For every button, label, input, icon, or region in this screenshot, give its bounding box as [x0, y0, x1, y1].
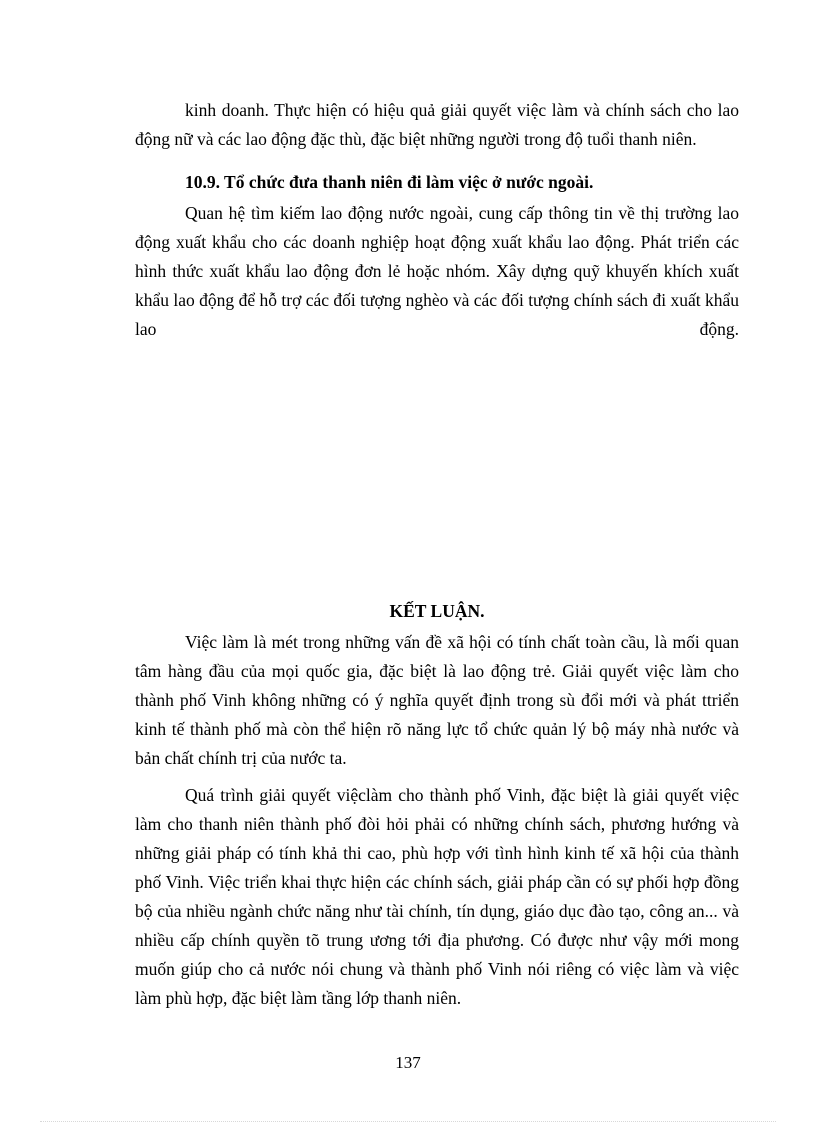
conclusion-paragraph-2: Quá trình giải quyết việclàm cho thành phố Vinh, đặc biệt là giải quyết việc làm cho thanh niên thành phố đòi hỏi phải có những chính sách, phương hướng và những giải pháp có tính khả thi cao, phù hợp với tình hình kinh tế xã hội của thành phố Vinh. Việc triển khai thực hiện các chính sách, giải pháp cần có sự phối hợp đồng bộ của nhiều ngành chức năng như tài chính, tín dụng, giáo dục đào tạo, công an... và nhiều cấp chính quyền tõ trung ương tới địa phương. Có được như vậy mới mong muốn giúp cho cả nước nói chung và thành phố Vinh nói riêng có việc làm và việc làm phù hợp, đặc biệt làm tầng lớp thanh niên.	[135, 785, 739, 1008]
spacer	[135, 154, 739, 162]
document-body-conclusion	[135, 628, 739, 1013]
paragraph-labor-export: Quan hệ tìm kiếm lao động nước ngoài, cung cấp thông tin về thị trường lao động xuất khẩu cho các doanh nghiệp hoạt động xuất khẩu lao động. Phát triển các hình thức xuất khẩu lao động đơn lẻ hoặc nhóm. Xây dựng quỹ khuyến khích xuất khẩu lao động để hỗ trợ các đối tượng nghèo và các đối tượng chính sách đi xuất khẩu lao động.	[135, 203, 739, 339]
page-number: 137	[395, 1053, 421, 1072]
footer-divider	[40, 1121, 776, 1122]
conclusion-paragraph-1: Việc làm là mét trong những vấn đề xã hội có tính chất toàn cầu, là mối quan tâm hàng đầu của mọi quốc gia, đặc biệt là lao động trẻ. Giải quyết việc làm cho thành phố Vinh không những có ý nghĩa quyết định trong sù đổi mới và phát ttriển kinh tế thành phố mà còn thể hiện rõ năng lực tổ chức quản lý bộ máy nhà nước và bản chất chính trị của nước ta.	[135, 632, 739, 768]
document-body-top	[135, 96, 739, 344]
spacer	[135, 773, 739, 781]
section-heading-10-9: 10.9. Tổ chức đưa thanh niên đi làm việc ở nước ngoài.	[185, 172, 594, 192]
conclusion-title: KẾT LUẬN.	[389, 601, 485, 621]
paragraph-continuation: kinh doanh. Thực hiện có hiệu quả giải quyết việc làm và chính sách cho lao động nữ và các lao động đặc thù, đặc biệt những người trong độ tuổi thanh niên.	[135, 100, 739, 149]
